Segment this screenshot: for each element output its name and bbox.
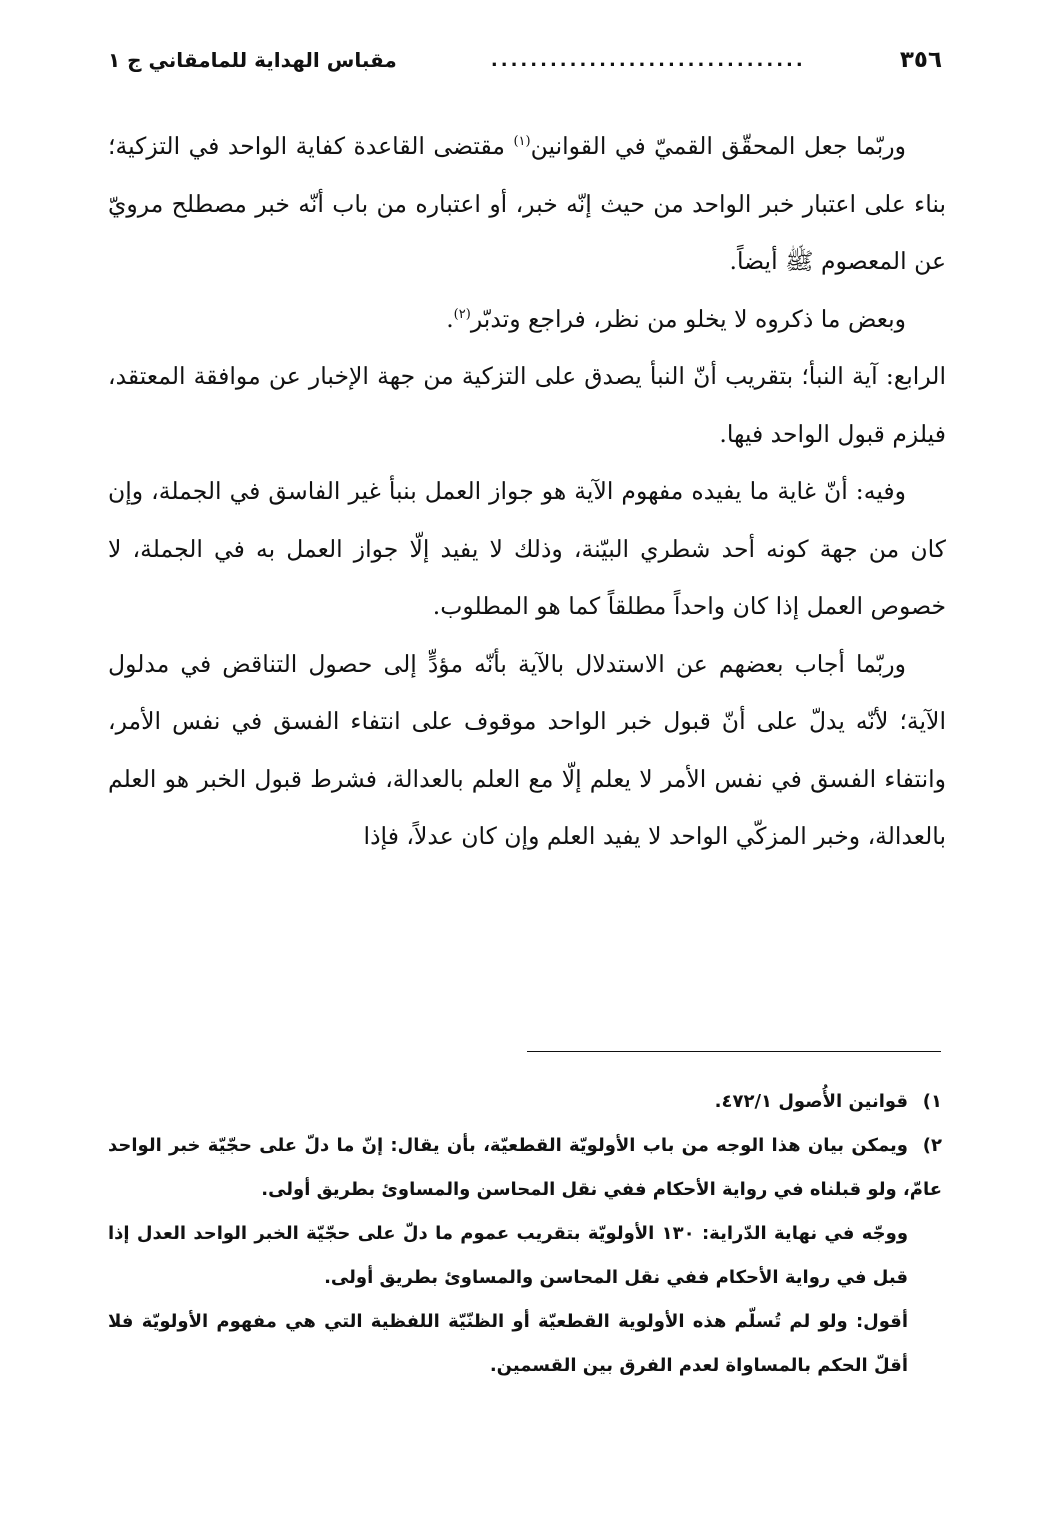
paragraph-1-rest: مقتضى القاعدة كفاية الواحد في التزكية؛ بناء على اعتبار خبر الواحد من حيث إنّه خبر، أو اعتباره من باب أنّه خبر مصطلح مرويّ عن المعصوم ﷺ أيضاً. xyxy=(108,132,946,275)
paragraph-1 xyxy=(108,118,946,291)
paragraph-2-end: . xyxy=(446,304,454,333)
footnote-2-continuation: ووجّه في نهاية الدّراية: ١٣٠ الأولويّة بتقريب عموم ما دلّ على حجّيّة الخبر الواحد العدل إذا قبل في رواية الأحكام ففي نقل المحاسن والمساوئ بطريق أولى. xyxy=(108,1223,909,1288)
page-number: ٣٥٦ xyxy=(899,47,942,73)
footnotes xyxy=(108,1080,942,1388)
book-title: مقباس الهداية للمامقاني ج ١ xyxy=(108,48,397,72)
footnote-ref-2: (٢) xyxy=(453,306,471,322)
footnote-2-text: ويمكن بيان هذا الوجه من باب الأولويّة القطعيّة، بأن يقال: إنّ ما دلّ على حجّيّة خبر الواحد عامّ، ولو قبلناه في رواية الأحكام ففي نقل المحاسن والمساوئ بطريق أولى. xyxy=(108,1135,942,1200)
paragraph-5: وربّما أجاب بعضهم عن الاستدلال بالآية بأنّه مؤدٍّ إلى حصول التناقض في مدلول الآية؛ لأنّه يدلّ على أنّ قبول خبر الواحد موقوف على انتفاء الفسق في نفس الأمر، وانتفاء الفسق في نفس الأمر لا يعلم إلّا مع العلم بالعدالة، فشرط قبول الخبر هو العلم بالعدالة، وخبر المزكّي الواحد لا يفيد العلم وإن كان عدلاً، فإذا xyxy=(108,649,946,850)
footnote-1-number: ١) xyxy=(922,1091,942,1112)
paragraph-4: وفيه: أنّ غاية ما يفيده مفهوم الآية هو جواز العمل بنبأ غير الفاسق في الجملة، وإن كان من جهة كونه أحد شطري البيّنة، وذلك لا يفيد إلّا جواز العمل به في الجملة، لا خصوص العمل إذا كان واحداً مطلقاً كما هو المطلوب. xyxy=(108,477,946,620)
paragraph-2 xyxy=(108,291,946,349)
main-text xyxy=(108,118,946,866)
footnote-1 xyxy=(108,1080,942,1124)
footnote-separator xyxy=(527,1051,941,1052)
paragraph-1-start: وربّما جعل المحقّق القميّ في القوانين xyxy=(530,132,906,160)
footnote-2-comment: أقول: ولو لم تُسلّم هذه الأولوية القطعيّة أو الظنّيّة اللفظية التي هي مفهوم الأولويّة فلا أقلّ الحكم بالمساواة لعدم الفرق بين القسمين. xyxy=(108,1311,908,1376)
footnote-1-text: قوانين الأُصول ٤٧٢/١. xyxy=(714,1091,908,1112)
paragraph-2-text: وبعض ما ذكروه لا يخلو من نظر، فراجع وتدبّر xyxy=(470,304,906,333)
footnote-ref-1: (١) xyxy=(513,134,531,150)
paragraph-3: الرابع: آية النبأ؛ بتقريب أنّ النبأ يصدق على التزكية من جهة الإخبار عن موافقة المعتقد، فيلزم قبول الواحد فيها. xyxy=(108,362,946,448)
header-leader-dots: ................................ xyxy=(490,49,806,71)
running-header xyxy=(108,40,942,80)
footnote-2-number: ٢) xyxy=(922,1135,942,1156)
footnote-2 xyxy=(108,1124,942,1212)
